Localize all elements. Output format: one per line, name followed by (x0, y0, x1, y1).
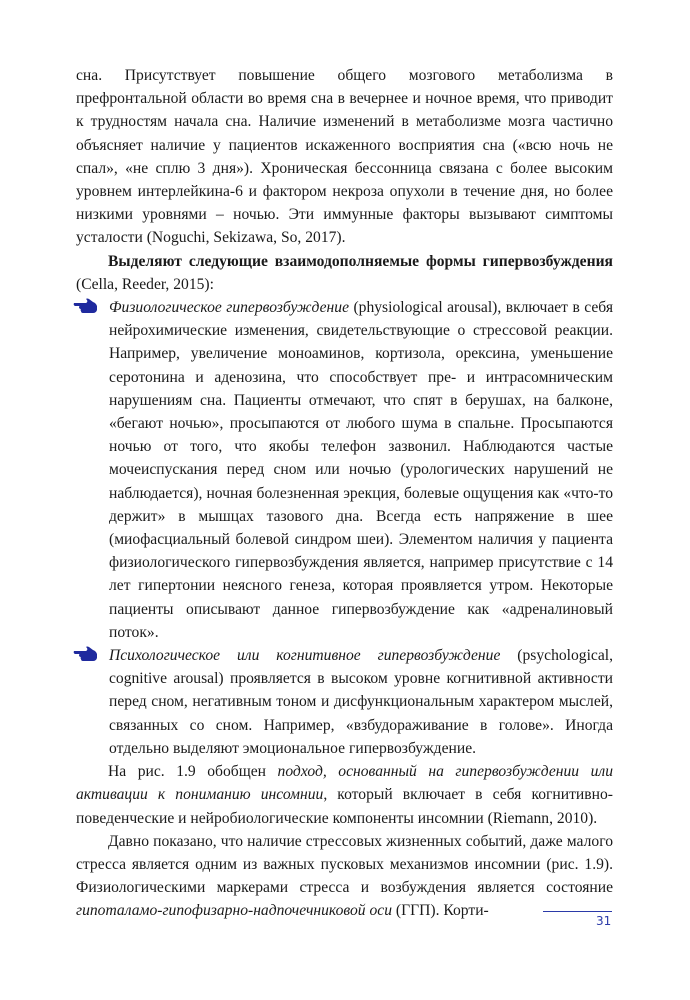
pointing-hand-icon (73, 645, 99, 663)
bullet-physiological-arousal (76, 296, 613, 644)
italic-run: гипоталамо-гипофизарно-надпочечниковой оси (76, 902, 393, 920)
text-run: (ГГП). Корти- (392, 902, 489, 920)
page-number: 31 (596, 914, 612, 928)
paragraph-figure-summary (76, 760, 613, 830)
bullet-term: Психологическое или когнитивное гипервозбуждение (109, 647, 501, 665)
bullet-text: (psychological, cognitive arousal) проявляется в высоком уровне когнитивной активности перед сном, негативным тоном и дисфункциональным характером мыслей, связанных со сном. Например, «взбудораживание в голове». Иногда отдельно выделяют эмоциональное гипервозбуждение. (109, 647, 613, 757)
paragraph-metabolism: сна. Присутствует повышение общего мозгового метаболизма в префронтальной области во время сна в вечернее и ночное время, что приводит к трудностям начала сна. Наличие изменений в метаболизме мозга частично объясняет наличие у пациентов искаженного восприятия сна («всю ночь не спал», «не сплю 3 дня»). Хроническая бессонница связана с более высоким уровнем интерлейкина-6 и фактором некроза опухоли в течение дня, но более низкими уровнями – ночью. Эти иммунные факторы вызывают симптомы усталости (Noguchi, Sekizawa, So, 2017). (76, 67, 613, 247)
footer-rule (543, 911, 612, 912)
page-body (76, 64, 613, 923)
bullet-cognitive-arousal (76, 644, 613, 760)
text-run: На рис. 1.9 обобщен (108, 763, 278, 781)
paragraph-forms-intro (76, 250, 613, 296)
bullet-term: Физиологическое гипервозбуждение (109, 299, 350, 317)
text-run: , который включает в себя когнитивно-поведенческие и нейробиологические компоненты инсомнии (Riemann, 2010). (76, 786, 613, 827)
paragraph-stress (76, 830, 613, 923)
bullet-text: (physiological arousal), включает в себя нейрохимические изменения, свидетельствующие о стрессовой реакции. Например, увеличение моноаминов, кортизола, орексина, уменьшение серотонина и аденозина, что способствует пре- и интрасомническим нарушениям сна. Пациенты отмечают, что спят в берушах, на балконе, «бегают ночью», просыпаются от любого шума в спальне. Просыпаются ночью от того, что якобы телефон зазвонил. Наблюдаются частые мочеиспускания перед сном или ночью (урологических нарушений не наблюдается), ночная болезненная эрекция, болевые ощущения как «что-то держит» в мышцах тазового дна. Всегда есть напряжение в шее (миофасциальный болевой синдром шеи). Элементом наличия у пациента физиологического гипервозбуждения является, например присутствие с 14 лет гипертонии неясного генеза, которая проявляется утром. Некоторые пациенты описывают данное гипервозбуждение как «адреналиновый поток». (109, 299, 614, 641)
forms-heading-citation: (Cella, Reeder, 2015): (76, 275, 214, 293)
forms-heading-bold: Выделяют следующие взаимодополняемые формы гипервозбуждения (108, 252, 613, 270)
pointing-hand-icon (73, 297, 99, 315)
text-run: Давно показано, что наличие стрессовых жизненных событий, даже малого стресса является одним из важных пусковых механизмов инсомнии (рис. 1.9). Физиологическими маркерами стресса и возбуждения является состояние (76, 832, 613, 897)
italic-run: подход, основанный на гипервозбуждении или активации к пониманию инсомнии (76, 763, 614, 804)
